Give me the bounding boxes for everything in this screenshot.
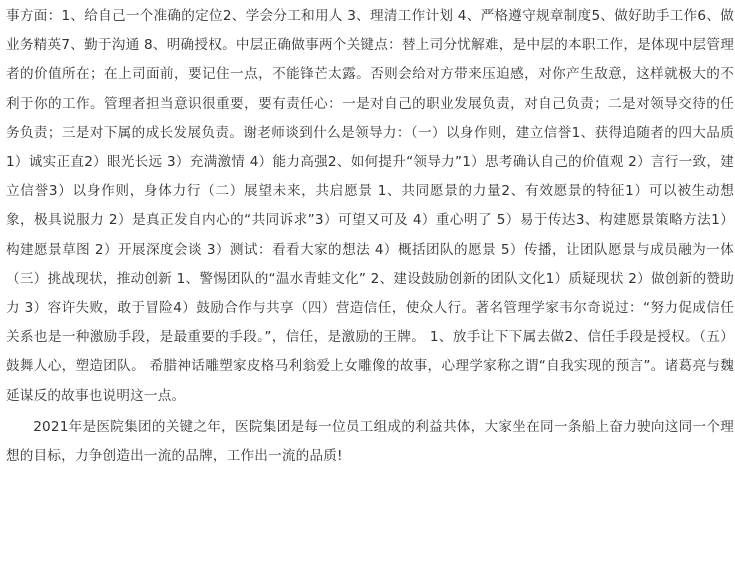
- article-paragraph-main: 事方面：1、给自己一个准确的定位2、学会分工和用人 3、理清工作计划 4、严格遵守规章制度5、做好助手工作6、做业务精英7、勤于沟通 8、明确授权。中层正确做事两个关键点：替上司分忧解难，是中层的本职工作，是体现中层管理者的价值所在；在上司面前，要记住一点，不能锋芒太露。否则会给对方带来压迫感，对你产生敌意，这样就极大的不利于你的工作。管理者担当意识很重要，要有责任心：一是对自己的职业发展负责，对自己负责；二是对领导交待的任务负责；三是对下属的成长发展负责。谢老师谈到什么是领导力：（一）以身作则，建立信誉1、获得追随者的四大品质1）诚实正直2）眼光长远 3）充满激情 4）能力高强2、如何提升“领导力”1）思考确认自己的价值观 2）言行一致，建立信誉3）以身作则，身体力行（二）展望未来，共启愿景 1、共同愿景的力量2、有效愿景的特征1）可以被生动想象，极具说服力 2）是真正发自内心的“共同诉求”3）可望又可及 4）重心明了 5）易于传达3、构建愿景策略方法1）构建愿景草图 2）开展深度会谈 3）测试：看看大家的想法 4）概括团队的愿景 5）传播，让团队愿景与成员融为一体（三）挑战现状，推动创新 1、警惕团队的“温水青蛙文化” 2、建设鼓励创新的团队文化1）质疑现状 2）做创新的赞助力 3）容许失败，敢于冒险4）鼓励合作与共享（四）营造信任，使众人行。著名管理学家韦尔奇说过：“努力促成信任关系也是一种激励手段，是最重要的手段。”，信任，是激励的王牌。 1、放手让下下属去做2、信任手段是授权。（五）鼓舞人心，塑造团队。 希腊神话雕塑家皮格马利翁爱上女雕像的故事，心理学家称之谓“自我实现的预言”。诸葛亮与魏延谋反的故事也说明这一点。: [6, 8, 734, 404]
- article-paragraph-closing: 2021年是医院集团的关键之年，医院集团是每一位员工组成的利益共体，大家坐在同一条船上奋力驶向这同一个理想的目标，力争创造出一流的品牌，工作出一流的品质!: [6, 418, 734, 465]
